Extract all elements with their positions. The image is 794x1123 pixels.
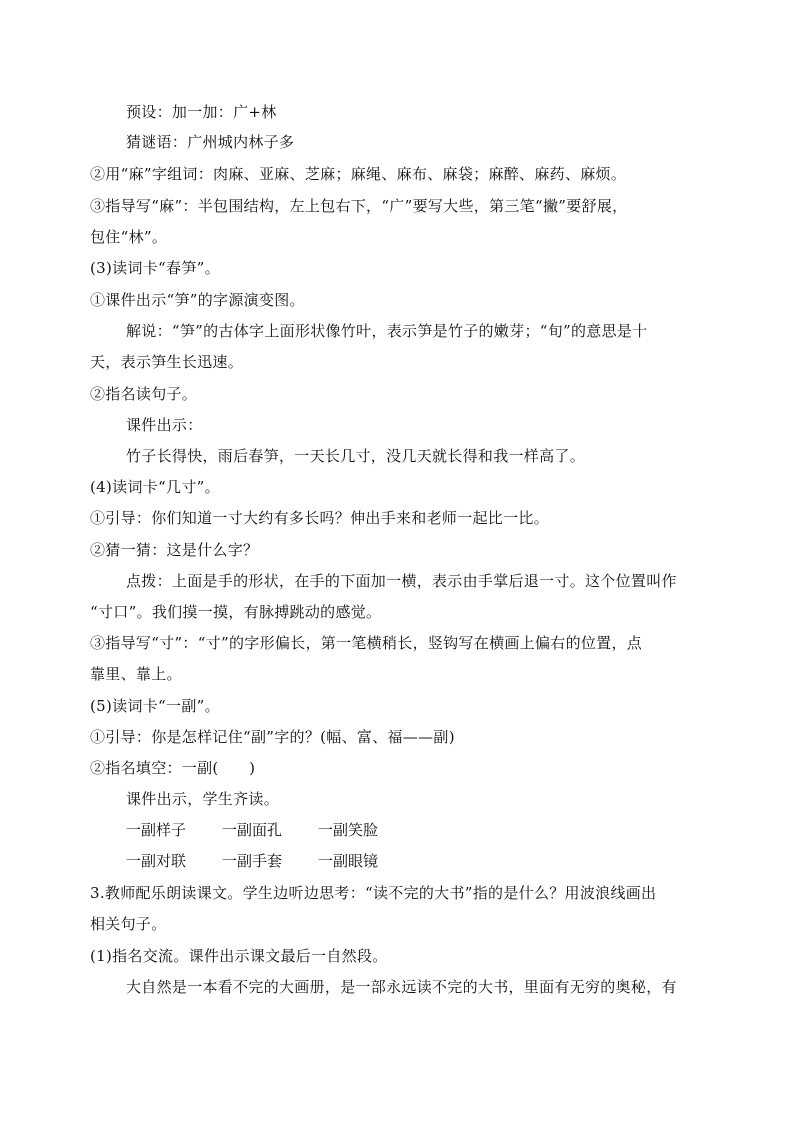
text-line: (1)指名交流。课件出示课文最后一自然段。 [90, 947, 388, 965]
text-line: 预设：加一加：广+林 [126, 103, 277, 121]
text-line: ②指名读句子。 [90, 385, 198, 403]
text-line: ①课件出示“笋”的字源演变图。 [90, 291, 305, 309]
word-cell: 一副笑脸 [318, 821, 379, 839]
word-cell: 一副对联 [126, 852, 187, 870]
text-line: (5)读词卡“一副”。 [90, 697, 220, 715]
text-line: ①引导：你们知道一寸大约有多长吗？伸出手来和老师一起比一比。 [90, 509, 550, 527]
text-line: “寸口”。我们摸一摸，有脉搏跳动的感觉。 [90, 603, 382, 621]
text-line: 相关句子。 [90, 915, 167, 933]
text-line: 靠里、靠上。 [90, 665, 182, 683]
text-line: 课件出示： [126, 416, 203, 434]
text-line: 天，表示笋生长迅速。 [90, 353, 244, 371]
word-row [126, 820, 414, 840]
word-cell: 一副眼镜 [318, 852, 379, 870]
text-line: 点拨：上面是手的形状，在手的下面加一横，表示由手掌后退一寸。这个位置叫作 [126, 572, 677, 590]
text-line: ③指导写“麻”：半包围结构，左上包右下，“广”要写大些，第三笔“撇”要舒展， [90, 197, 628, 215]
text-line: ③指导写“寸”：“寸”的字形偏长，第一笔横稍长，竖钩写在横画上偏右的位置，点 [90, 634, 643, 652]
word-cell: 一副手套 [222, 852, 283, 870]
word-cell: 一副样子 [126, 821, 187, 839]
text-line: 课件出示，学生齐读。 [126, 790, 280, 808]
word-cell: 一副面孔 [222, 821, 283, 839]
text-line: ①引导：你是怎样记住“副”字的？(幅、富、福——副) [90, 728, 455, 746]
word-row [126, 851, 414, 871]
text-line: 3.教师配乐朗读课文。学生边听边思考：“读不完的大书”指的是什么？用波浪线画出 [90, 884, 657, 902]
text-line: 猜谜语：广州城内林子多 [126, 133, 295, 151]
text-line: 解说：“笋”的古体字上面形状像竹叶，表示笋是竹子的嫩芽；“旬”的意思是十 [126, 322, 648, 340]
text-line: (4)读词卡“几寸”。 [90, 478, 220, 496]
text-line: ②指名填空：一副( ) [90, 759, 256, 777]
text-line: 大自然是一本看不完的大画册，是一部永远读不完的大书，里面有无穷的奥秘，有 [126, 978, 677, 996]
text-line: ②用“麻”字组词：肉麻、亚麻、芝麻；麻绳、麻布、麻袋；麻醉、麻药、麻烦。 [90, 165, 627, 183]
text-line: ②猜一猜：这是什么字？ [90, 541, 259, 559]
text-line: 包住“林”。 [90, 228, 168, 246]
text-line: 竹子长得快，雨后春笋，一天长几寸，没几天就长得和我一样高了。 [126, 447, 586, 465]
text-line: (3)读词卡“春笋”。 [90, 259, 220, 277]
